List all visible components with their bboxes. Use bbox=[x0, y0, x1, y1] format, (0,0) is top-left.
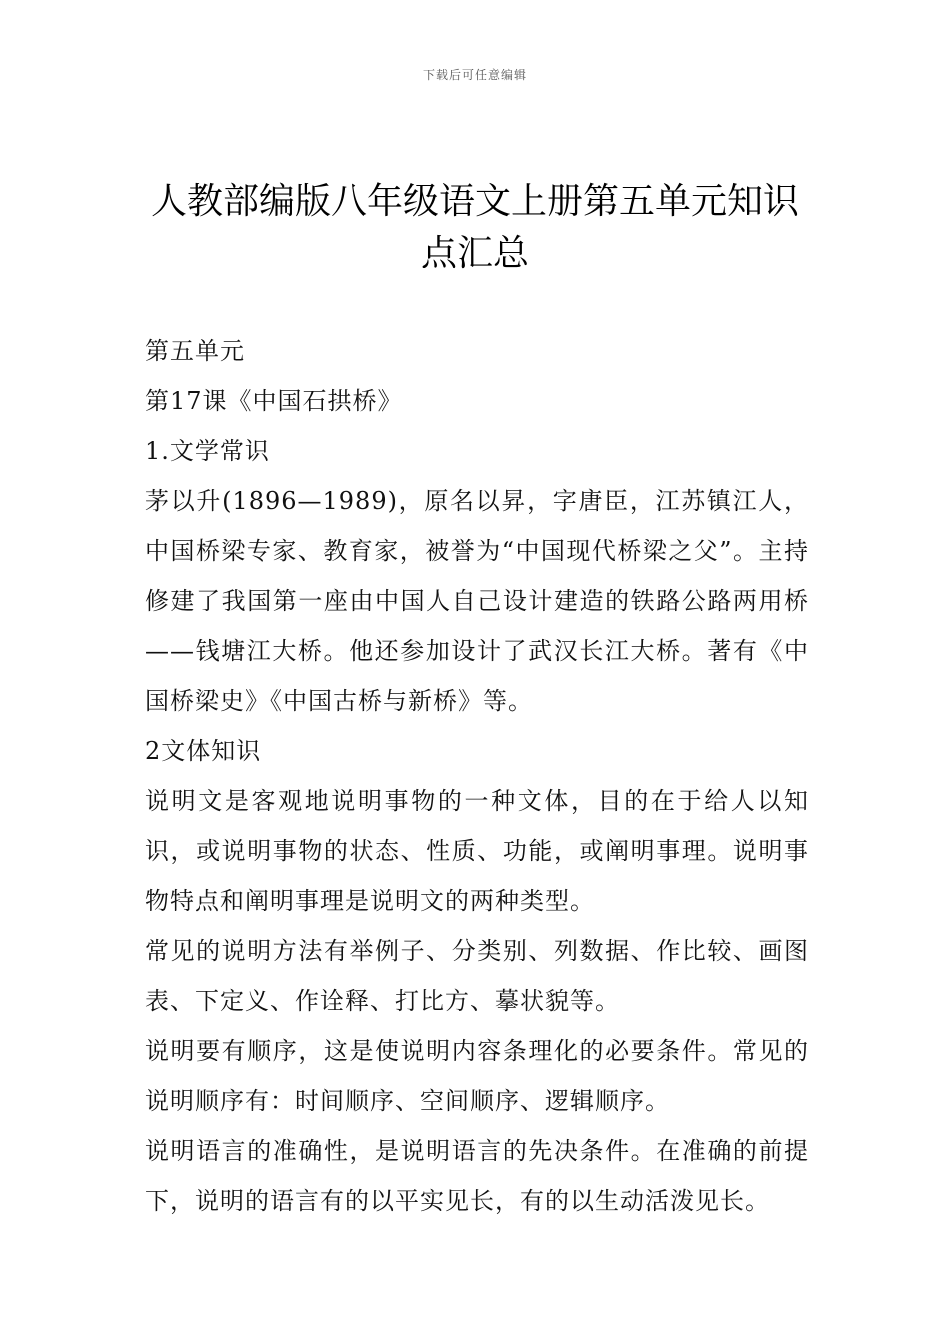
paragraph-explanation-methods: 常见的说明方法有举例子、分类别、列数据、作比较、画图表、下定义、作诠释、打比方、摹状貌等。 bbox=[145, 937, 809, 1015]
paragraph-explanation-order: 说明要有顺序，这是使说明内容条理化的必要条件。常见的说明顺序有：时间顺序、空间顺序、逻辑顺序。 bbox=[145, 1037, 809, 1115]
lesson-heading: 第17课《中国石拱桥》 bbox=[145, 387, 403, 415]
document-title: 人教部编版八年级语文上册第五单元知识点汇总 bbox=[150, 181, 799, 274]
paragraph-language-accuracy: 说明语言的准确性，是说明语言的先决条件。在准确的前提下，说明的语言有的以平实见长，有的以生动活泼见长。 bbox=[145, 1137, 809, 1215]
section-heading-genre: 2文体知识 bbox=[145, 737, 262, 765]
unit-heading: 第五单元 bbox=[145, 337, 245, 365]
paragraph-genre-definition: 说明文是客观地说明事物的一种文体，目的在于给人以知识，或说明事物的状态、性质、功能，或阐明事理。说明事物特点和阐明事理是说明文的两种类型。 bbox=[145, 787, 809, 915]
section-heading-literature: 1.文学常识 bbox=[145, 437, 270, 465]
document-body bbox=[145, 326, 809, 1226]
header-note: 下载后可任意编辑 bbox=[422, 68, 527, 82]
paragraph-author-bio: 茅以升(1896—1989)，原名以昇，字唐臣，江苏镇江人，中国桥梁专家、教育家，被誉为“中国现代桥梁之父”。主持修建了我国第一座由中国人自己设计建造的铁路公路两用桥——钱塘江大桥。他还参加设计了武汉长江大桥。著有《中国桥梁史》《中国古桥与新桥》等。 bbox=[145, 487, 809, 715]
